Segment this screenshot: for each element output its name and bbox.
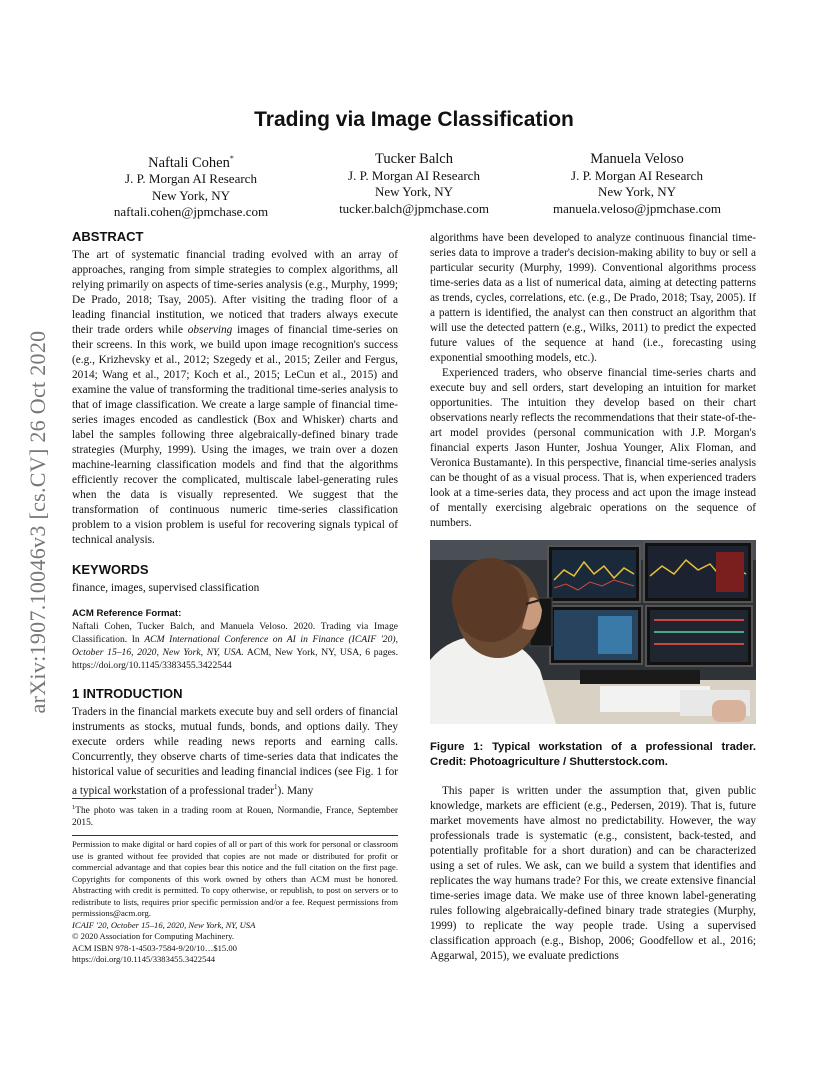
- author-block-2: [304, 151, 524, 217]
- author-affiliation: J. P. Morgan AI Research: [348, 167, 480, 183]
- keywords-text: finance, images, supervised classification: [72, 582, 260, 594]
- author-email[interactable]: manuela.veloso@jpmchase.com: [553, 200, 721, 216]
- right-column-top: [430, 231, 756, 531]
- abstract-heading: ABSTRACT: [72, 229, 144, 244]
- permission-conf: ICAIF '20, October 15–16, 2020, New York, NY, USA: [72, 919, 256, 930]
- acm-reference: [72, 607, 398, 672]
- author-affiliation: J. P. Morgan AI Research: [125, 171, 257, 187]
- author-block-1: [81, 151, 301, 221]
- author-location: New York, NY: [374, 184, 453, 199]
- intro-heading: 1 INTRODUCTION: [72, 686, 183, 701]
- paper-title: Trading via Image Classification: [254, 108, 574, 131]
- permission-doi[interactable]: https://doi.org/10.1145/3383455.3422544: [72, 954, 215, 964]
- left-column: [72, 229, 398, 799]
- trader-workstation-photo: [430, 540, 756, 724]
- author-email[interactable]: tucker.balch@jpmchase.com: [339, 200, 489, 216]
- right-paragraph-2: Experienced traders, who observe financial time-series charts and execute buy and sell orders, start developing an intuition for market opportunities. The intuition they develop based on their chart observations nearly reflects the recommendations that their state-of-the-art model provides (personal communication with J.P. Morgan's financial experts Jason Hunter, Joshua Younger, Alix Floman, and Veronica Bustamante). In this perspective, financial time-series analysis can be thought of as a visual process. That is, when experienced traders look at a time-series data, they process and act upon the image instead of mentally exercising algebraic operations on the sequence of numbers.: [430, 367, 756, 529]
- author-location: New York, NY: [151, 187, 230, 203]
- workstation-illustration: [430, 540, 756, 724]
- author-location: New York, NY: [597, 184, 676, 199]
- intro-text: Traders in the financial markets execute buy and sell orders of financial instruments as stocks, mutual funds, bonds, and options daily. They execute orders while reading news reports and earning calls. Concurrently, they observe charts of time-series data that indicates the historical value of securities and leading financial indices (see Fig. 1 for a typical workstation of a professional trader$^1$). Many: [72, 706, 398, 797]
- right-column-bottom: [430, 784, 756, 964]
- permission-isbn: ACM ISBN 978-1-4503-7584-9/20/10…$15.00: [72, 942, 237, 953]
- figure-caption: Figure 1: Typical workstation of a professional trader. Credit: Photoagriculture / Shutterstock.com.: [430, 741, 756, 768]
- author-name: Tucker Balch: [375, 151, 453, 167]
- author-affiliation: J. P. Morgan AI Research: [571, 167, 703, 183]
- footnote-rule: [72, 798, 136, 799]
- author-email[interactable]: naftali.cohen@jpmchase.com: [113, 204, 269, 220]
- permission-copyright: © 2020 Association for Computing Machinery.: [72, 931, 235, 941]
- right-paragraph-1: algorithms have been developed to analyze continuous financial time-series data to improve a trader's decision-making ability to buy or sell a particular security (Murphy, 1999). Conventional algorithms process time-series data as a list of numerical data, aiming at detecting patterns as trends, cycles, correlations, etc. (e.g., De Prado, 2018; Tsay, 2005). If a pattern is identified, the analyst can then construct an algorithm that will use the detected pattern (e.g., Wilks, 2011) to predict the expected future values of the sequence at hand (i.e., forecasting using exponential smoothing models, etc.).: [430, 232, 756, 364]
- keywords-heading: KEYWORDS: [72, 562, 149, 577]
- author-name: Naftali Cohen: [148, 154, 230, 171]
- permission-rule: [72, 835, 398, 836]
- author-mark: *: [229, 154, 234, 163]
- author-name: Manuela Veloso: [590, 151, 684, 167]
- abstract-text: The art of systematic financial trading evolved with an array of approaches, ranging from simple strategies to complex algorithms, all relying primarily on aspects of time-series analysis (e.g., Murphy, 1999; De Prado, 2018; Tsay, 2005). After visiting the trading floor of a leading financial institution, we noticed that traders always execute their trade orders while observing images of financial time-series on their screens. In this work, we build upon image recognition's success (e.g., Krizhevsky et al., 2012; Szegedy et al., 2015; Zeiler and Fergus, 2014; Wang et al., 2017; Koch et al., 2015; LeCun et al., 2015) and examine the value of transforming the traditional time-series analysis to that of image classification. We create a large sample of financial time-series images encoded as candlestick (Box and Whisker) charts and label the samples following three algebraically-defined binary trade strategies (Murphy, 1999). Using the images, we train over a dozen machine-learning classification models and find that the algorithms efficiently recover the complicated, multiscale label-generating rules when the data is visually represented. We suggest that the transformation of continuous numeric time-series classification problem to a vision problem is useful for recovering signals typical of technical analysis.: [72, 249, 399, 546]
- acm-reference-text: Naftali Cohen, Tucker Balch, and Manuela Veloso. 2020. Trading via Image Classification. In ACM International Conference on AI in Finance (ICAIF '20), October 15–16, 2020, New York, NY, USA. ACM, New York, NY, USA, 6 pages. https://doi.org/10.1145/3383455.3422544: [72, 621, 399, 671]
- footnote: $^1$The photo was taken in a trading room at Rouen, Normandie, France, September 2015.: [72, 804, 398, 829]
- arxiv-identifier: [8, 282, 68, 762]
- arxiv-id-text: arXiv:1907.10046v3 [cs.CV] 26 Oct 2020: [25, 330, 50, 714]
- right-paragraph-3: This paper is written under the assumption that, given public knowledge, markets are efficient (e.g., Pedersen, 2019). That is, future market movements have almost no predictability. However, the way professionals trade is systematic (e.g., consistent, back-tested, and potentially profitable for a short duration) and can be characterized using a set of rules. We ask, can we build a system that identifies and replicates the way humans trade? For this, we create extensive financial time-series image data. We make use of three known label-generating rules following algebraically-defined binary trade strategies (Murphy, 1999) to replicate the way people trade. Using a supervised classification approach (e.g., Bishop, 2006; Goodfellow et al., 2016; Aggarwal, 2015), we evaluate predictions: [430, 785, 756, 962]
- permission-text: Permission to make digital or hard copies of all or part of this work for personal or classroom use is granted without fee provided that copies are not made or distributed for profit or commercial advantage and that copies bear this notice and the full citation on the first page. Copyrights for components of this work owned by others than ACM must be honored. Abstracting with credit is permitted. To copy otherwise, or republish, to post on servers or to redistribute to lists, requires prior specific permission and/or a fee. Request permissions from permissions@acm.org.: [72, 839, 398, 918]
- permission-block: [72, 839, 398, 966]
- author-block-3: [527, 151, 747, 217]
- acm-reference-heading: ACM Reference Format:: [72, 608, 182, 619]
